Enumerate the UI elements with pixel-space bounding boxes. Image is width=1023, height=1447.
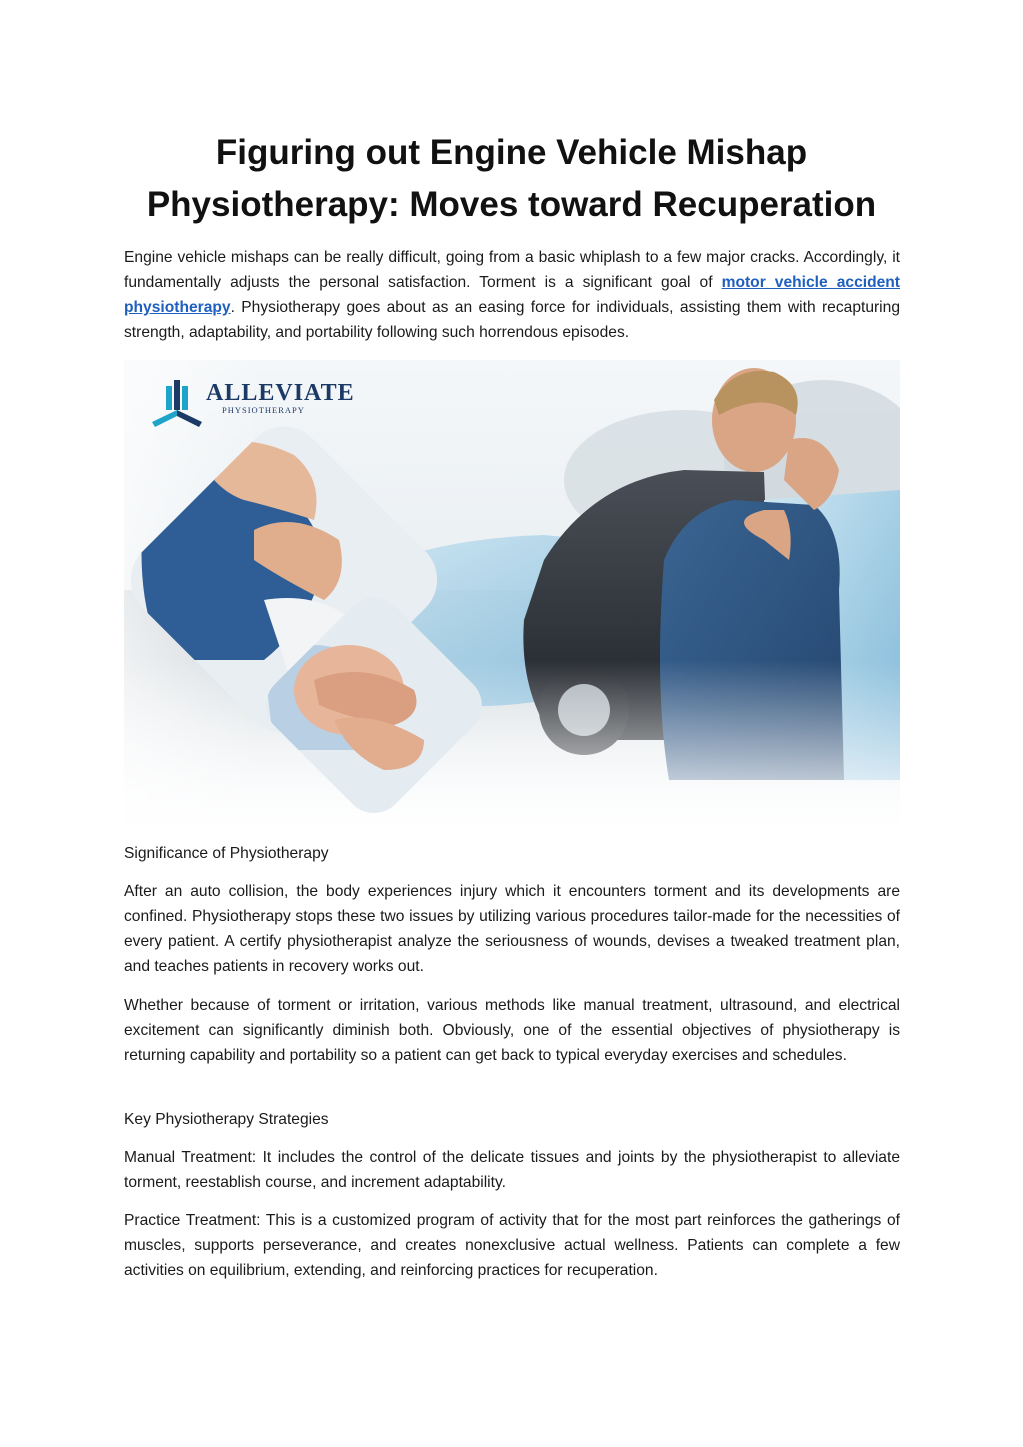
article-title-line-2: Physiotherapy: Moves toward Recuperation [146, 185, 877, 224]
hero-image [124, 360, 900, 824]
motor-vehicle-physiotherapy-link[interactable]: motor vehicle accident physiotherapy [124, 274, 900, 316]
logo-brand-name: ALLEVIATE [206, 380, 355, 406]
significance-paragraph-2: Whether because of torment or irritation, various methods like manual treatment, ultrasound, and electrical excitement can significantly diminish both. Obviously, one of the essential objectives of physiotherapy is returning capability and portability so a patient can get back to typical everyday exercises and schedules. [124, 997, 900, 1064]
section-heading-strategies: Key Physiotherapy Strategies [124, 1111, 329, 1128]
intro-paragraph [124, 245, 900, 345]
section-heading-significance: Significance of Physiotherapy [124, 845, 329, 862]
article-title-line-1: Figuring out Engine Vehicle Mishap [215, 133, 808, 172]
significance-paragraph-1: After an auto collision, the body experiences injury which it encounters torment and its developments are confined. Physiotherapy stops these two issues by utilizing various procedures tailor-made for the necessities of every patient. A certify physiotherapist analyze the seriousness of wounds, devises a tweaked treatment plan, and teaches patients in recovery works out. [124, 883, 900, 975]
practice-treatment-paragraph: Practice Treatment: This is a customized program of activity that for the most part reinforces the gatherings of muscles, supports perseverance, and creates nonexclusive actual wellness. Patients can complete a few activities on equilibrium, extending, and reinforcing practices for recuperation. [124, 1212, 900, 1279]
intro-text-end: . Physiotherapy goes about as an easing force for individuals, assisting them with recapturing strength, adaptability, and portability following such horrendous episodes. [124, 299, 900, 341]
article-title [100, 127, 923, 231]
manual-treatment-paragraph: Manual Treatment: It includes the control of the delicate tissues and joints by the physiotherapist to alleviate torment, reestablish course, and increment adaptability. [124, 1149, 900, 1191]
logo-brand-subtitle: PHYSIOTHERAPY [222, 405, 305, 415]
intro-text-start: Engine vehicle mishaps can be really difficult, going from a basic whiplash to a few major cracks. Accordingly, it fundamentally adjusts the personal satisfaction. Torment is a significant goal of [124, 249, 900, 291]
